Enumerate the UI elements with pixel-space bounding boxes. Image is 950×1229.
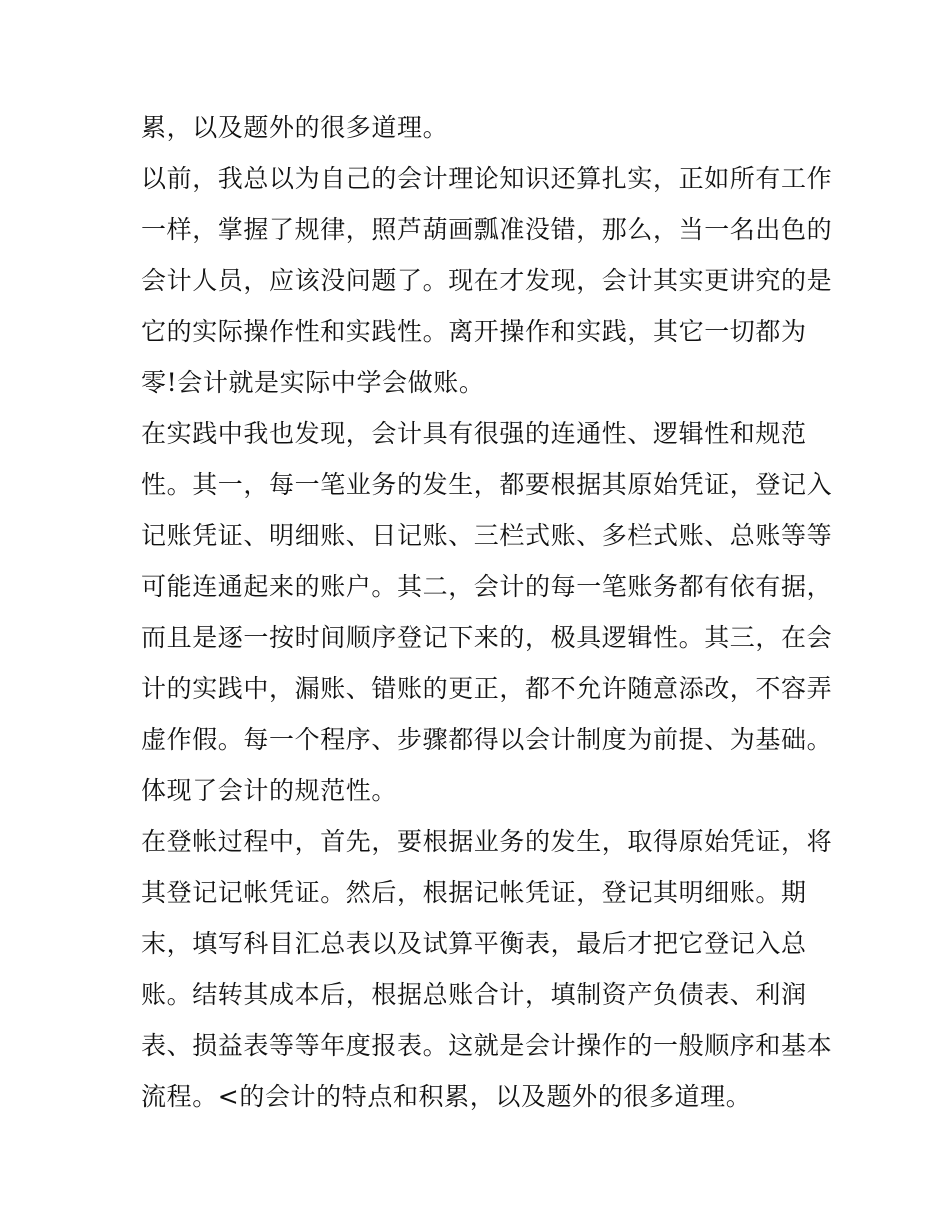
text-line: 流程。<的会计的特点和积累，以及题外的很多道理。 [141,1082,752,1111]
text-line: 它的实际操作性和实践性。离开操作和实践，其它一切都为 [141,317,807,346]
text-line: 账。结转其成本后，根据总账合计，填制资产负债表、利润 [141,980,807,1009]
text-line: 计的实践中，漏账、错账的更正，都不允许随意添改，不容弄 [141,674,833,703]
text-line: 以前，我总以为自己的会计理论知识还算扎实，正如所有工作 [141,164,833,193]
text-line: 累，以及题外的很多道理。 [141,113,449,142]
text-line: 在登帐过程中，首先，要根据业务的发生，取得原始凭证，将 [141,827,833,856]
text-line: 记账凭证、明细账、日记账、三栏式账、多栏式账、总账等等 [141,521,833,550]
text-line: 性。其一，每一笔业务的发生，都要根据其原始凭证，登记入 [141,470,833,499]
text-line: 表、损益表等等年度报表。这就是会计操作的一般顺序和基本 [141,1031,833,1060]
text-line: 末，填写科目汇总表以及试算平衡表，最后才把它登记入总 [141,929,807,958]
text-line: 零!会计就是实际中学会做账。 [141,368,485,397]
document-body [141,102,833,1122]
text-line: 体现了会计的规范性。 [141,776,398,805]
text-line: 在实践中我也发现，会计具有很强的连通性、逻辑性和规范 [141,419,807,448]
text-line: 其登记记帐凭证。然后，根据记帐凭证，登记其明细账。期 [141,878,807,907]
text-line: 虚作假。每一个程序、步骤都得以会计制度为前提、为基础。 [141,725,833,754]
text-line: 会计人员，应该没问题了。现在才发现，会计其实更讲究的是 [141,266,833,295]
text-line: 而且是逐一按时间顺序登记下来的，极具逻辑性。其三，在会 [141,623,833,652]
text-line: 一样，掌握了规律，照芦葫画瓢准没错，那么，当一名出色的 [141,215,833,244]
text-line: 可能连通起来的账户。其二，会计的每一笔账务都有依有据， [141,572,833,601]
